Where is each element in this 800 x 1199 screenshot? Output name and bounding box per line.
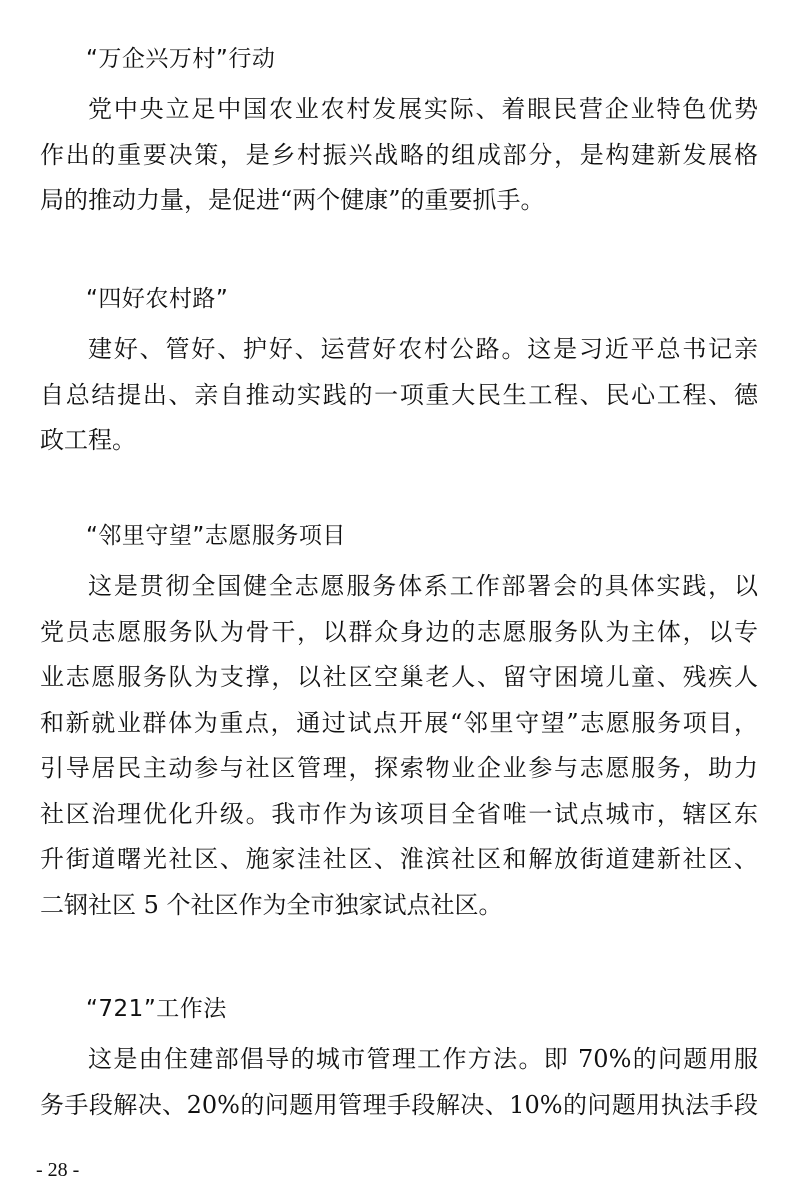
section-paragraph [40, 327, 758, 464]
section-paragraph [40, 1037, 758, 1128]
paragraph-line: 这是贯彻全国健全志愿服务体系工作部署会的具体实践，以 [88, 572, 758, 600]
section-721 [40, 994, 758, 1128]
section-heading: “721”工作法 [86, 996, 227, 1022]
section-heading: “万企兴万村”行动 [86, 46, 276, 72]
paragraph-line: 社区治理优化升级。我市作为该项目全省唯一试点城市，辖区东 [40, 799, 758, 828]
paragraph-line: 升街道曙光社区、施家洼社区、淮滨社区和解放街道建新社区、 [40, 845, 758, 873]
section-sihao [40, 284, 758, 464]
paragraph-line: 二钢社区 5 个社区作为全市独家试点社区。 [40, 890, 503, 919]
section-heading: “邻里守望”志愿服务项目 [86, 523, 346, 549]
page-number: - 28 - [36, 1159, 80, 1181]
section-paragraph [40, 564, 758, 928]
paragraph-line: 引导居民主动参与社区管理，探索物业企业参与志愿服务，助力 [40, 754, 758, 782]
paragraph-line: 局的推动力量，是促进“两个健康”的重要抓手。 [40, 186, 545, 214]
section-wanqi [40, 44, 758, 224]
paragraph-line: 作出的重要决策，是乡村振兴战略的组成部分，是构建新发展格 [40, 140, 758, 169]
paragraph-line: 这是由住建部倡导的城市管理工作方法。即 70%的问题用服 [88, 1045, 758, 1073]
paragraph-line: 业志愿服务队为支撑，以社区空巢老人、留守困境儿童、残疾人 [40, 663, 758, 691]
paragraph-line: 务手段解决、20%的问题用管理手段解决、10%的问题用执法手段 [40, 1090, 758, 1119]
paragraph-line: 党中央立足中国农业农村发展实际、着眼民营企业特色优势 [88, 95, 758, 123]
section-paragraph [40, 87, 758, 224]
paragraph-line: 自总结提出、亲自推动实践的一项重大民生工程、民心工程、德 [40, 380, 758, 409]
section-heading: “四好农村路” [86, 286, 229, 312]
paragraph-line: 和新就业群体为重点，通过试点开展“邻里守望”志愿服务项目， [40, 708, 758, 737]
paragraph-line: 党员志愿服务队为骨干，以群众身边的志愿服务队为主体，以专 [40, 617, 758, 646]
paragraph-line: 政工程。 [40, 426, 136, 454]
section-linli [40, 521, 758, 928]
paragraph-line: 建好、管好、护好、运营好农村公路。这是习近平总书记亲 [88, 335, 758, 363]
